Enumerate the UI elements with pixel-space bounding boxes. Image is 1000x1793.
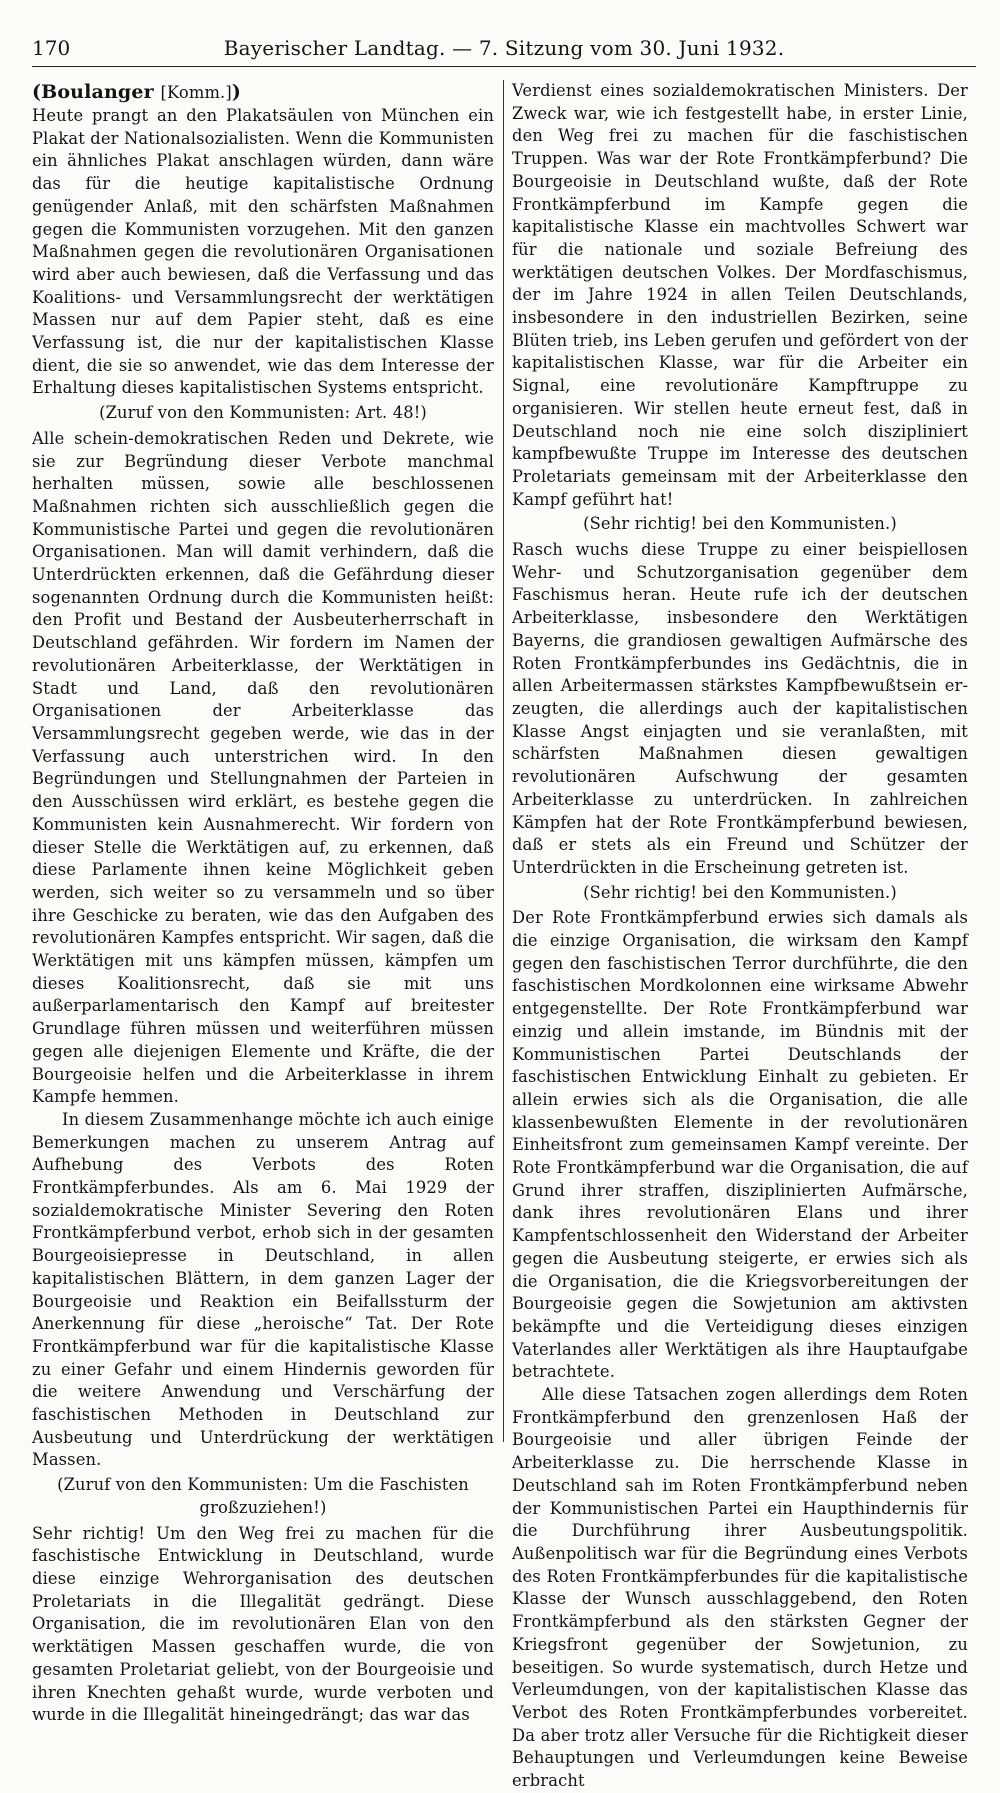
paragraph: Sehr richtig! Um den Weg frei zu machen für die faschistische Entwicklung in Deutschland, wurde diese einzige Wehrorganisation des deutschen Proletariats in die Illegalität gedrängt. Diese Organisation, die im revolutionären Elan von den werktätigen Massen geschaffen wurde, die von gesamten Proletariat geliebt, von der Bourgeoisie und ihren Knechten gehaßt wurde, wurde verboten und wurde in die Illegalität hineingedrängt; das war das (32, 1523, 494, 1725)
column-divider (503, 80, 504, 1442)
left-column (32, 80, 494, 1725)
interjection: (Sehr richtig! bei den Kommunisten.) (583, 514, 897, 534)
speaker-open-paren: ( (32, 81, 42, 103)
right-column (512, 80, 968, 1791)
paragraph: Rasch wuchs diese Truppe zu einer beispiellosen Wehr- und Schutzorganisation gegenüber dem Faschismus heran. Heute rufe ich der deutschen Arbeiterklasse, insbesondere den Werktätigen Bayerns, die grandiosen gewaltigen Aufmärsche des Roten Frontkämpferbundes ins Gedächtnis, die in allen Arbeitermassen stärkstes Kampfbewußtsein erzeugten, die allerdings auch der kapitalistischen Klasse Angst einjagten und sie veranlaßten, mit schärfsten Maßnahmen diesen gewaltigen revolutionären Aufschwung der gesamten Arbeiterklasse zu unterdrücken. In zahlreichen Kämpfen hat der Rote Frontkämpferbund bewiesen, daß er stets als ein Freund und Schützer der Unterdrückten in die Erscheinung getreten ist. (512, 540, 968, 877)
paragraph: Alle schein-demokratischen Reden und Dekrete, wie sie zur Begründung dieser Verbote manchmal herhalten müssen, sowie alle beschlossenen Maßnahmen richten sich ausschließlich gegen die Kommunistische Partei und gegen die revolutionären Organisationen. Man will damit verhindern, daß die Unterdrückten erkennen, daß die Gefährdung dieser sogenannten Ordnung durch die Kommunisten heißt: den Profit und Bestand der Ausbeuterherrschaft in Deutschland gefährden. Wir fordern im Namen der revolutionären Arbeiterklasse, der Werktätigen in Stadt und Land, daß den revolutionären Organisationen der Arbeiterklasse das Versammlungsrecht gegeben werde, wie das in der Verfassung auch unterstrichen wird. In den Begründungen und Stellungnahmen der Parteien in den Ausschüssen wird erklärt, es bestehe gegen die Kommunisten kein Ausnahmerecht. Wir fordern von dieser Stelle die Werktätigen auf, zu erkennen, daß diese Parlamente ihnen keine Möglichkeit geben werden, sich weiter so zu versammeln und so über ihre Geschicke zu beraten, wie das den Aufgaben des revolutionären Kampfes entspricht. Wir sagen, daß die Werktätigen mit uns kämpfen müssen, kämpfen um dieses Koalitionsrecht, daß sie mit uns außerparlamentarisch den Kampf auf breitester Grundlage führen müssen und weiterführen müssen gegen alle diejenigen Elemente und Kräfte, die der Bourgeoisie helfen und die Arbeiterklasse in ihrem Kampfe hemmen. (32, 428, 494, 1107)
speaker-heading (32, 80, 494, 105)
page-header (32, 36, 976, 67)
paragraph: Der Rote Frontkämpferbund erwies sich damals als die einzige Organisation, die wirksam den Kampf gegen den faschistischen Terror durchführte, die den faschistischen Mordkolonnen eine wirksame Abwehr entgegenstellte. Der Rote Frontkämpferbund war einzig und allein imstande, im Bündnis mit der Kommunistischen Partei Deutschlands der faschistischen Entwicklung Einhalt zu gebieten. Er allein erwies sich als die Organisation, die alle klassenbewußten Elemente in der revolutionären Einheitsfront zum gemeinsamen Kampf vereinte. Der Rote Frontkämpferbund war die Organisation, die auf Grund ihrer straffen, disziplinierten Aufmärsche, dank ihres revolutionären Elans und ihrer Kampfentschlossenheit den Widerstand der Arbeiter gegen die Ausbeutung steigerte, er erwies sich als die Organisation, die die Kriegsvorbereitungen der Bourgeoisie gegen die Sowjetunion am aktivsten bekämpfte und die Verteidigung dieses einzigen Vaterlandes aller Werktätigen als ihre Hauptaufgabe betrachtete. (512, 908, 968, 1382)
paragraph: Alle diese Tatsachen zogen allerdings dem Roten Frontkämpferbund den grenzenlosen Haß der Bourgeoisie und aller übrigen Feinde der Arbeiterklasse zu. Die herrschende Klasse in Deutschland sah im Roten Frontkämpferbund neben der Kommunistischen Partei ein Haupthindernis für die Durchführung ihrer Ausbeutungspolitik. Außenpolitisch war für die Begründung eines Verbots des Roten Frontkämpferbundes für die kapitalistische Klasse der Wunsch ausschlaggebend, den Roten Frontkämpferbund als den stärksten Gegner der Kriegsfront gegenüber der Sowjetunion, zu beseitigen. So wurde systematisch, durch Hetze und Verleumdungen, von der kapitalistischen Klasse das Verbot des Roten Frontkämpferbundes vorbereitet. Da aber trotz aller Versuche für die Richtigkeit dieser Behauptungen und Verleumdungen keine Beweise erbracht (512, 1385, 968, 1791)
speaker-close-paren: ) (231, 81, 242, 103)
speaker-name: Boulanger (41, 81, 154, 103)
page-number: 170 (32, 36, 71, 60)
paragraph: Verdienst eines sozialdemokratischen Ministers. Der Zweck war, wie ich festgestellt habe, in erster Linie, den Weg frei zu machen für die faschistischen Truppen. Was war der Rote Frontkämpferbund? Die Bourgeoisie in Deutschland wußte, daß der Rote Frontkämpferbund im Kampfe gegen die kapitalistische Klasse ein machtvolles Schwert war für die nationale und soziale Befreiung des werktätigen deutschen Volkes. Der Mordfaschismus, der im Jahre 1924 in allen Teilen Deutschlands, insbesondere in den industriellen Bezirken, seine Blüten trieb, ins Leben gerufen und gefördert von der kapitalistischen Klasse, war für die Arbeiter ein Signal, eine revolutionäre Kampftruppe zu organisieren. Wir stellen heute erneut fest, daß in Deutschland noch nie eine solch diszipliniert kampfbewußte Truppe im Interesse des deutschen Proletariats gemeinsam mit der Arbeiterklasse den Kampf geführt hat! (512, 81, 968, 509)
interjection: (Zuruf von den Kommunisten: Um die Faschisten großzuziehen!) (57, 1475, 469, 1517)
paragraph: In diesem Zusammenhange möchte ich auch einige Bemerkungen machen zu unserem Antrag auf Aufhebung des Verbots des Roten Frontkämpferbundes. Als am 6. Mai 1929 der sozialdemokratische Minister Severing den Roten Frontkämpferbund verbot, erhob sich in der gesamten Bourgeoisiepresse in Deutschland, in allen kapitalistischen Blättern, in dem ganzen Lager der Bourgeoisie und Reaktion ein Beifallssturm der Anerkennung für diese „heroische“ Tat. Der Rote Frontkämpferbund war für die kapitalistische Klasse zu einer Gefahr und einem Hindernis geworden für die weitere Anwendung und Verschärfung der faschistischen Methoden in Deutschland zur Ausbeutung und Unterdrückung der werktätigen Massen. (32, 1109, 494, 1470)
running-title: Bayerischer Landtag. — 7. Sitzung vom 30. Juni 1932. (223, 36, 785, 60)
paragraph: Heute prangt an den Plakatsäulen von München ein Plakat der Nationalsozialisten. Wenn die Kommunisten ein ähnliches Plakat anschlagen würden, dann wäre das für die heutige kapitalistische Ordnung genügender Anlaß, mit den schärfsten Maßnahmen gegen die Kommunisten vorzugehen. Mit den ganzen Maßnahmen gegen die revolutionären Organisationen wird aber auch bewiesen, daß die Verfassung und das Koalitions- und Versammlungsrecht der werktätigen Massen nur auf dem Papier steht, daß es eine Verfassung ist, die nur der kapitalistischen Klasse dient, die sie so anwendet, wie das dem Interesse der Erhaltung dieses kapitalistischen Systems entspricht. (32, 106, 494, 398)
speaker-party: [Komm.] (160, 83, 232, 102)
interjection: (Zuruf von den Kommunisten: Art. 48!) (99, 403, 427, 423)
interjection: (Sehr richtig! bei den Kommunisten.) (583, 882, 897, 902)
